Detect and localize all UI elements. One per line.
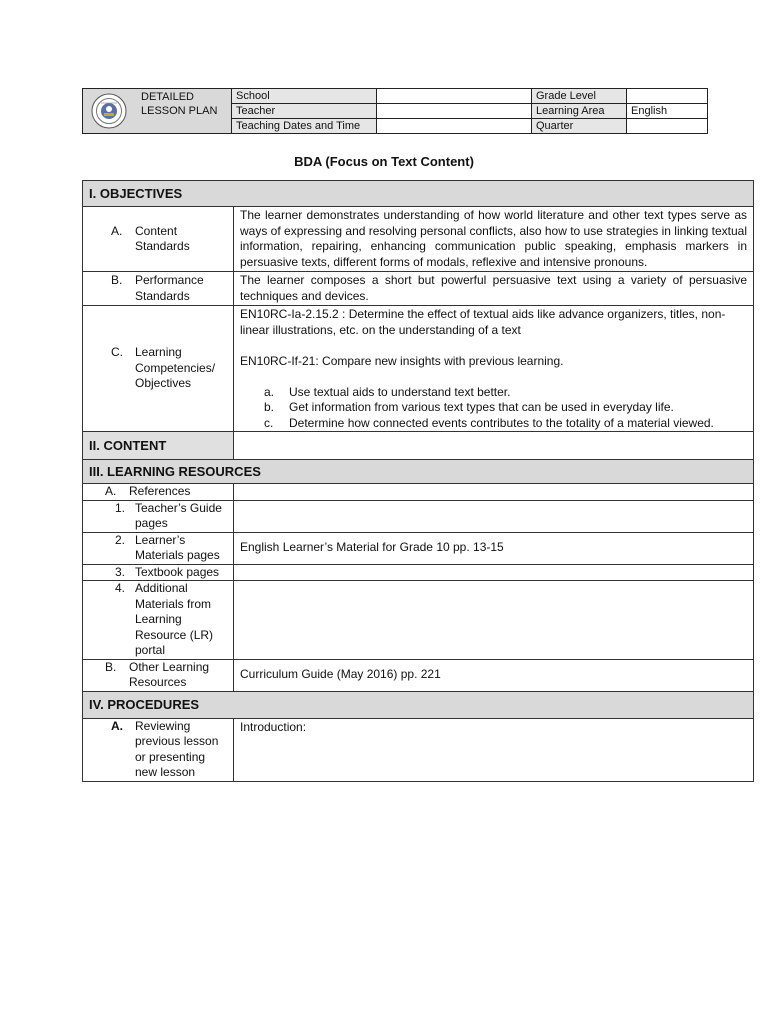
reviewing-label xyxy=(83,718,234,781)
procedures-heading: IV. PROCEDURES xyxy=(83,691,754,718)
textbook-pages-label xyxy=(83,564,234,581)
page-title: BDA (Focus on Text Content) xyxy=(294,154,474,169)
header-table xyxy=(82,88,708,134)
content-value[interactable] xyxy=(234,432,754,460)
learners-materials-text: English Learner’s Material for Grade 10 pp. 13-15 xyxy=(240,540,504,555)
competencies-label-line: Competencies/ xyxy=(135,360,216,375)
competency-code-2: EN10RC-If-21: Compare new insights with previous learning. xyxy=(240,354,564,368)
teachers-guide-value[interactable] xyxy=(234,500,754,532)
doc-type-line-1: DETAILED xyxy=(141,91,194,103)
content-standards-letter: A. xyxy=(111,223,123,238)
reviewing-value[interactable] xyxy=(234,718,754,781)
grade-level-label: Grade Level xyxy=(532,89,627,104)
content-standards-text xyxy=(234,207,754,272)
performance-standards-label-line: Standards xyxy=(135,288,190,303)
list-item-letter: c. xyxy=(264,415,274,430)
content-standards-label xyxy=(83,207,234,272)
content-standards-label-line: Standards xyxy=(135,239,190,253)
teacher-label: Teacher xyxy=(232,104,377,119)
competencies-label-line: Objectives xyxy=(135,376,192,391)
teaching-dates-label: Teaching Dates and Time xyxy=(232,119,377,134)
resource-num: 1. xyxy=(115,500,126,515)
performance-standards-body: The learner composes a short but powerful persuasive text using a variety of persuasive techniques and devices. xyxy=(240,273,747,303)
other-resources-label xyxy=(83,659,234,691)
list-item xyxy=(264,385,747,401)
reviewing-label-line: or presenting xyxy=(135,749,206,764)
learning-area-label: Learning Area xyxy=(532,104,627,119)
references-text: References xyxy=(129,484,191,498)
learning-area-value[interactable]: English xyxy=(627,104,708,119)
resource-label-line: Materials from xyxy=(135,596,212,611)
introduction-text: Introduction: xyxy=(240,719,307,734)
resource-label-line: Additional xyxy=(135,581,188,595)
objective-list xyxy=(234,385,753,432)
other-resources-letter: B. xyxy=(105,659,117,674)
resource-num: 2. xyxy=(115,532,126,547)
resource-num: 4. xyxy=(115,581,126,595)
content-standards-body: The learner demonstrates understanding of how world literature and other text types serve as ways of expressing and resolving personal conflicts, also how to use strategies in linking textual information, repairing, enhancing communication public speaking, emphasis markers in persuasive texts, different forms of modals, reflexive and intensive pronouns. xyxy=(240,208,747,269)
deped-seal-icon xyxy=(91,93,127,129)
content-heading: II. CONTENT xyxy=(83,432,234,460)
other-resources-label-line: Other Learning xyxy=(129,659,210,674)
reviewing-label-line: previous lesson xyxy=(135,734,219,748)
performance-standards-label xyxy=(83,272,234,306)
list-item-text: Determine how connected events contributes to the totality of a material viewed. xyxy=(289,415,714,430)
other-resources-value[interactable] xyxy=(234,659,754,691)
textbook-pages-value[interactable] xyxy=(234,564,754,581)
performance-standards-label-line: Performance xyxy=(135,273,204,287)
grade-level-value[interactable] xyxy=(627,89,708,104)
performance-standards-letter: B. xyxy=(111,273,123,287)
references-label xyxy=(83,484,234,501)
references-letter: A. xyxy=(105,484,117,498)
resource-label-line: pages xyxy=(135,516,168,530)
lesson-plan-table xyxy=(82,180,754,782)
competencies-letter: C. xyxy=(111,345,123,360)
resource-label-line: Textbook pages xyxy=(135,564,220,579)
other-resources-label-line: Resources xyxy=(129,675,187,689)
other-resources-text: Curriculum Guide (May 2016) pp. 221 xyxy=(240,667,441,682)
resource-label-line: Learning xyxy=(135,612,182,626)
list-item xyxy=(264,416,747,432)
competencies-text xyxy=(234,306,754,432)
reviewing-letter: A. xyxy=(111,718,123,733)
resource-label-line: Resource (LR) xyxy=(135,627,214,642)
reviewing-label-line: new lesson xyxy=(135,765,196,779)
list-item-text: Use textual aids to understand text better. xyxy=(289,384,511,399)
teacher-value[interactable] xyxy=(377,104,532,119)
logo-cell xyxy=(83,89,232,134)
list-item xyxy=(264,400,747,416)
learners-materials-value[interactable] xyxy=(234,532,754,564)
additional-materials-label xyxy=(83,581,234,660)
competencies-label-line: Learning xyxy=(135,345,182,360)
resource-label-line: Teacher’s Guide xyxy=(135,500,222,515)
doc-type-label xyxy=(141,90,217,118)
resource-num: 3. xyxy=(115,564,126,579)
resource-label-line: Materials pages xyxy=(135,548,220,562)
quarter-value[interactable] xyxy=(627,119,708,134)
school-label: School xyxy=(232,89,377,104)
resource-label-line: Learner’s xyxy=(135,532,186,547)
doc-type-line-2: LESSON PLAN xyxy=(141,105,218,117)
teachers-guide-label xyxy=(83,500,234,532)
additional-materials-value[interactable] xyxy=(234,581,754,660)
school-value[interactable] xyxy=(377,89,532,104)
list-item-letter: a. xyxy=(264,384,275,399)
list-item-text: Get information from various text types that can be used in everyday life. xyxy=(289,400,674,414)
teaching-dates-value[interactable] xyxy=(377,119,532,134)
performance-standards-text xyxy=(234,272,754,306)
quarter-label: Quarter xyxy=(532,119,627,134)
resource-label-line: portal xyxy=(135,643,166,657)
learners-materials-label xyxy=(83,532,234,564)
competency-code-1: EN10RC-Ia-2.15.2 : Determine the effect of textual aids like advance organizers, titles, non-linear illustrations, etc. on the understanding of a text xyxy=(240,307,726,337)
resources-heading: III. LEARNING RESOURCES xyxy=(83,460,754,484)
references-value xyxy=(234,484,754,501)
list-item-letter: b. xyxy=(264,400,275,414)
competencies-label xyxy=(83,306,234,432)
objectives-heading: I. OBJECTIVES xyxy=(83,181,754,207)
reviewing-label-line: Reviewing xyxy=(135,718,191,733)
content-standards-label-line: Content xyxy=(135,223,178,238)
